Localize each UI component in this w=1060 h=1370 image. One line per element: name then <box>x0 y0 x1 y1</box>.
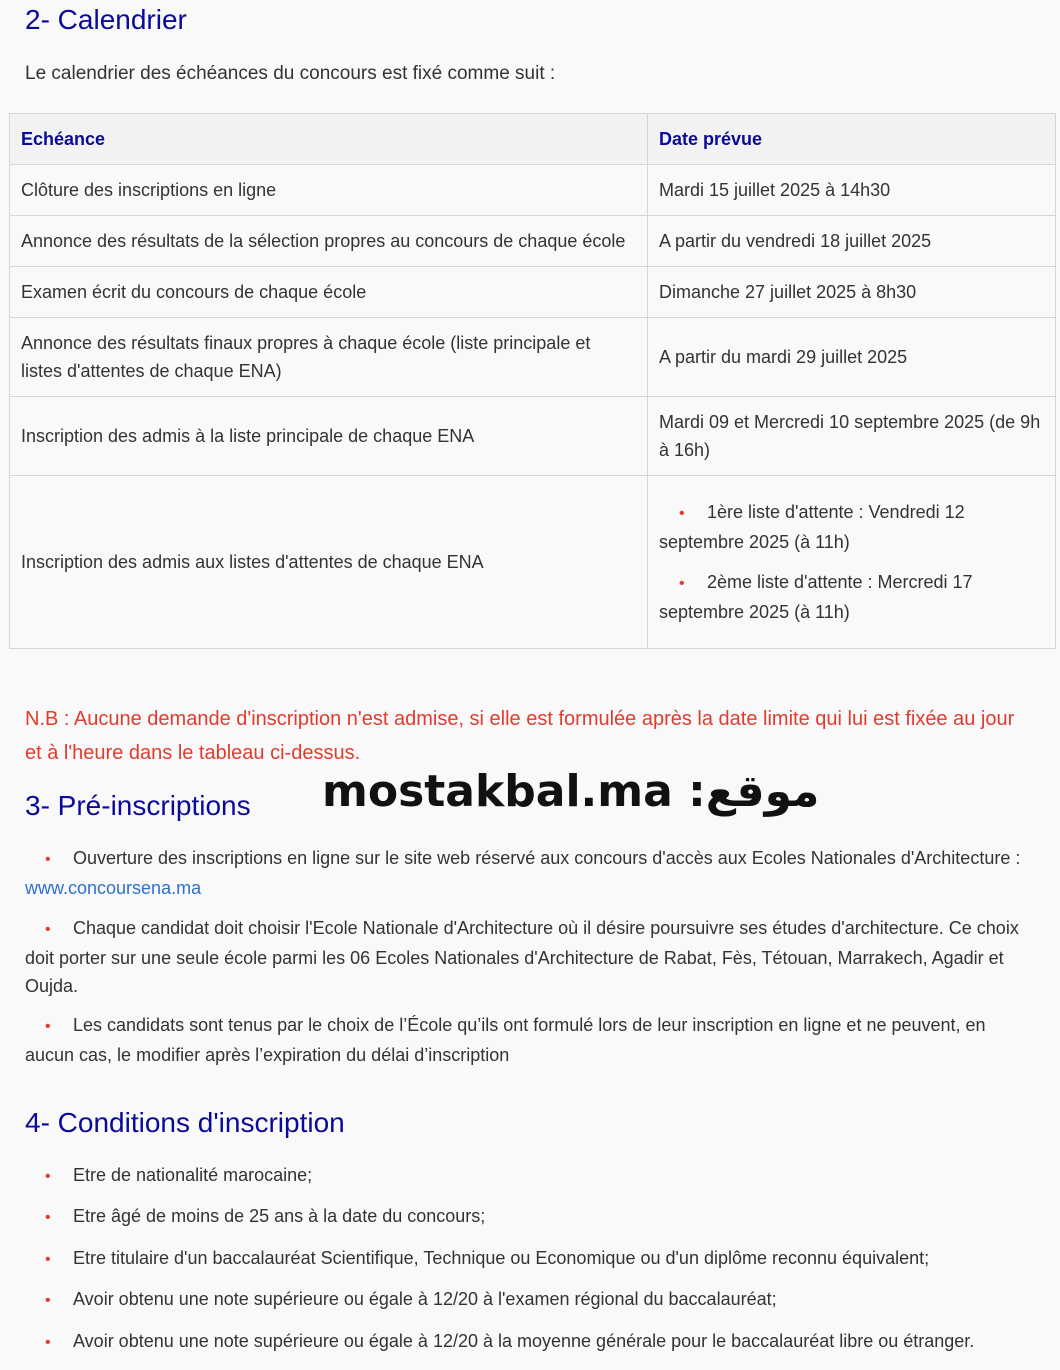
event-cell: Clôture des inscriptions en ligne <box>10 165 648 216</box>
watermark-logo: mostakbal.ma :موقع <box>322 766 820 817</box>
table-row <box>10 397 1056 476</box>
section-title-calendrier: 2- Calendrier <box>25 4 187 35</box>
event-cell: Annonce des résultats finaux propres à chaque école (liste principale et listes d'attentes de chaque ENA) <box>10 318 648 397</box>
bullet-icon: • <box>45 1209 51 1227</box>
header-echeance: Echéance <box>10 114 648 165</box>
waitlist-item-1: • 1ère liste d'attente : Vendredi 12 septembre 2025 (à 11h) <box>659 502 965 552</box>
date-cell: A partir du vendredi 18 juillet 2025 <box>648 216 1056 267</box>
date-cell <box>648 476 1056 649</box>
deadline-note: N.B : Aucune demande d'inscription n'est admise, si elle est formulée après la date limite qui lui est fixée au jour et à l'heure dans le tableau ci-dessus. <box>25 708 1015 764</box>
bullet-icon: • <box>45 1333 51 1351</box>
table-row <box>10 267 1056 318</box>
list-item: • Avoir obtenu une note supérieure ou égale à 12/20 à l'examen régional du baccalauréat; <box>25 1285 1035 1326</box>
conditions-list <box>25 1161 1035 1368</box>
bullet-icon: • <box>679 505 685 522</box>
bullet-icon: • <box>45 851 51 868</box>
waitlist-item-2: • 2ème liste d'attente : Mercredi 17 septembre 2025 (à 11h) <box>659 572 973 622</box>
list-item: • Avoir obtenu une note supérieure ou égale à 12/20 à la moyenne générale pour le baccalauréat libre ou étranger. <box>25 1327 1035 1368</box>
date-cell: Mardi 15 juillet 2025 à 14h30 <box>648 165 1056 216</box>
event-cell: Examen écrit du concours de chaque école <box>10 267 648 318</box>
date-cell: A partir du mardi 29 juillet 2025 <box>648 318 1056 397</box>
bullet-icon: • <box>45 1018 51 1035</box>
table-row <box>10 318 1056 397</box>
bullet-icon: • <box>45 1250 51 1268</box>
table-header-row <box>10 114 1056 165</box>
table-row <box>10 216 1056 267</box>
preinscription-item-1: • Ouverture des inscriptions en ligne sur le site web réservé aux concours d'accès aux Ecoles Nationales d'Architecture : www.concoursena.ma <box>25 848 1021 898</box>
event-cell: Inscription des admis aux listes d'attentes de chaque ENA <box>10 476 648 649</box>
date-cell: Dimanche 27 juillet 2025 à 8h30 <box>648 267 1056 318</box>
calendar-table <box>9 113 1056 649</box>
date-cell: Mardi 09 et Mercredi 10 septembre 2025 (de 9h à 16h) <box>648 397 1056 476</box>
bullet-icon: • <box>45 1292 51 1310</box>
preinscription-item-2: • Chaque candidat doit choisir l'Ecole Nationale d'Architecture où il désire poursuivre ses études d'architecture. Ce choix doit porter sur une seule école parmi les 06 Ecoles Nationales d'Architecture de Rabat, Fès, Tétouan, Marrakech, Agadir et Oujda. <box>25 918 1019 996</box>
preinscription-item-3: • Les candidats sont tenus par le choix de l’École qu’ils ont formulé lors de leur inscription en ligne et ne peuvent, en aucun cas, le modifier après l’expiration du délai d’inscription <box>25 1015 986 1065</box>
event-cell: Annonce des résultats de la sélection propres au concours de chaque école <box>10 216 648 267</box>
header-date-prevue: Date prévue <box>648 114 1056 165</box>
calendar-intro: Le calendrier des échéances du concours est fixé comme suit : <box>25 63 556 84</box>
section-title-conditions: 4- Conditions d'inscription <box>25 1107 345 1138</box>
list-item: • Etre âgé de moins de 25 ans à la date du concours; <box>25 1202 1035 1243</box>
section-title-preinscriptions: 3- Pré-inscriptions <box>25 790 251 821</box>
table-row <box>10 165 1056 216</box>
bullet-icon: • <box>45 1168 51 1185</box>
bullet-icon: • <box>679 575 685 592</box>
bullet-icon: • <box>45 921 51 938</box>
list-item: • Etre de nationalité marocaine; <box>25 1161 1035 1202</box>
concoursena-link[interactable]: www.concoursena.ma <box>25 878 202 898</box>
list-item: • Etre titulaire d'un baccalauréat Scientifique, Technique ou Economique ou d'un diplôme reconnu équivalent; <box>25 1244 1035 1285</box>
table-row <box>10 476 1056 649</box>
event-cell: Inscription des admis à la liste principale de chaque ENA <box>10 397 648 476</box>
